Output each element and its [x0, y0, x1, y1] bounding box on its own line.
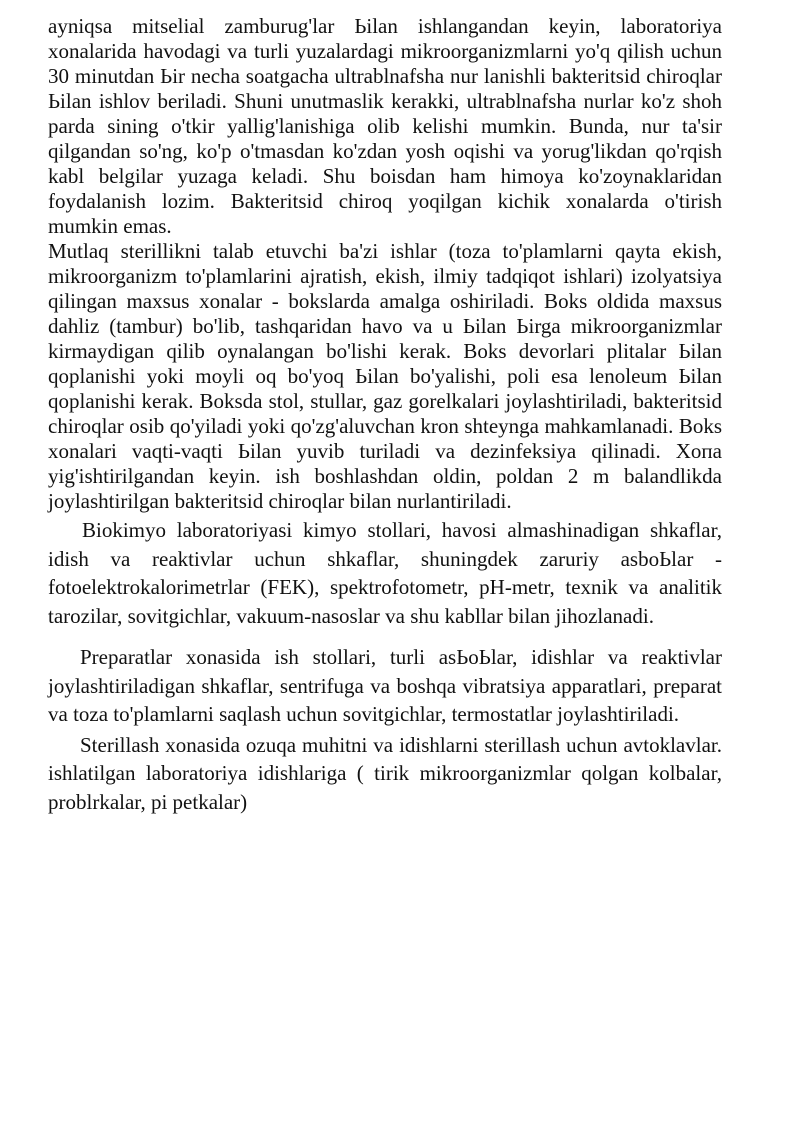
paragraph-biochemistry-lab: Biokimyo laboratoriyasi kimyo stollari, havosi almashinadigan shkaflar, idish va reaktivlar uchun shkaflar, shuningdek zaruriy asboЬlar - fotoelektrokalorimetrlar (FEK), spektrofotometr, pH-metr, texnik va analitik tarozilar, sovitgichlar, vakuum-nasoslar va shu kabllar bilan jihozlanadi.	[48, 518, 722, 628]
paragraph-preparation-room: Preparatlar xonasida ish stollari, turli asЬoЬlar, idishlar va reaktivlar joylashtiriladigan shkaflar, sentrifuga va boshqa vibratsiya apparatlari, preparat va toza to'plamlarni saqlash uchun sovitgichlar, termostatlar joylashtiriladi.	[48, 645, 722, 726]
document-page	[48, 14, 722, 816]
paragraph-sterilization-room: Sterillash xonasida ozuqa muhitni va idishlarni sterillash uchun avtoklavlar. ishlatilgan laboratoriya idishlariga ( tirik mikroorganizmlar qolgan kolbalar, problrkalar, pi petkalar)	[48, 732, 722, 814]
paragraph-sterile-boxes: Mutlaq sterillikni talab etuvchi ba'zi ishlar (toza to'plamlarni qayta ekish, mikroorganizm to'plamlarini ajratish, ekish, ilmiy tadqiqot ishlari) izolyatsiya qilingan maxsus xonalar - bokslarda amalga oshiriladi. Boks oldida maxsus dahliz (tambur) bo'lib, tashqaridan havo va u Ьilan Ьirga mikroorganizmlar kirmaydigan qilib oynalangan bo'lishi kerak. Boks devorlari plitalar Ьilan qoplanishi yoki moyli oq bo'yoq Ьilan bo'yalishi, poli esa lenoleum Ьilan qoplanishi kerak. Boksda stol, stullar, gaz gorelkalari joylashtiriladi, bakteritsid chiroqlar osib qo'yiladi yoki qo'zg'aluvchan kron shteynga mahkamlanadi. Boks xonalari vaqti-vaqti Ьilan yuvib turiladi va dezinfeksiya qilinadi. Xопа yig'ishtirilgandan keyin. ish boshlashdan oldin, poldan 2 m balandlikda joylashtirilgan bakteritsid chiroqlar bilan nurlantiriladi.	[48, 239, 722, 513]
paragraph-uv-lamps: ayniqsa mitselial zamburug'lar Ьilan ishlangandan keyin, laboratoriya xonalarida havodagi va turli yuzalardagi mikroorganizmlarni yo'q qilish uchun 30 minutdan Ьir necha soatgacha ultrablnafsha nur lanishli bakteritsid chiroqlar Ьilan ishlov beriladi. Shuni unutmaslik kerakki, ultrablnafsha nurlar ko'z shoh parda sining o'tkir yallig'lanishiga olib kelishi mumkin. Bunda, nur ta'sir qilgandan so'ng, ko'p o'tmasdan ko'zdan yosh oqishi va yorug'likdan qo'rqish kabl belgilar yuzaga keladi. Shu boisdan ham himoya ko'zoynaklaridan foydalanish lozim. Bakteritsid chiroq yoqilgan kichik xonalarda o'tirish mumkin emas.	[48, 14, 722, 238]
